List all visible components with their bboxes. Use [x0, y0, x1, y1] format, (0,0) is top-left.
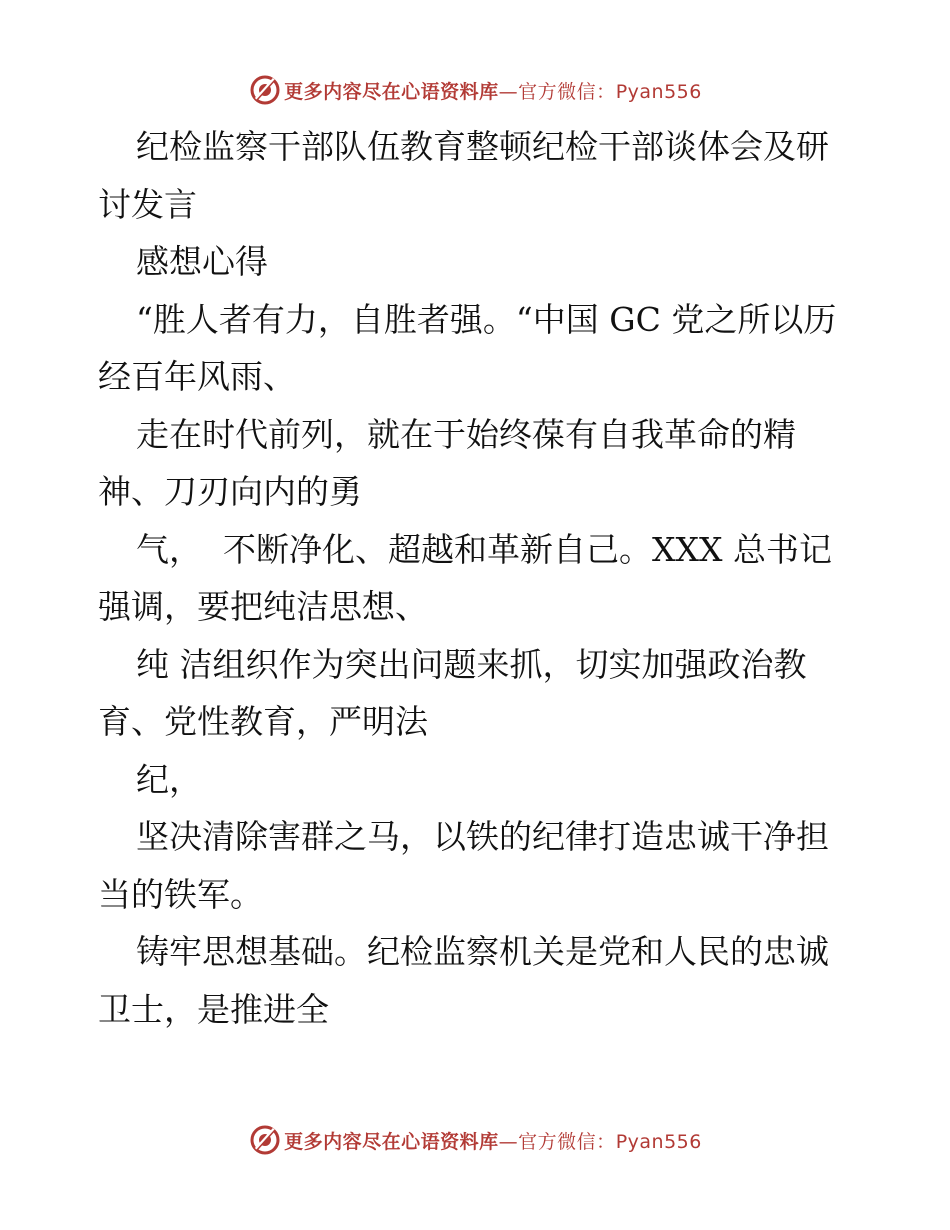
- header-banner-text: [284, 77, 702, 104]
- banner-dash: —: [498, 80, 519, 103]
- banner-wechat-label: 官方微信：: [518, 1130, 616, 1153]
- banner-wechat-id: Pyan556: [615, 80, 702, 103]
- paragraph: 坚决清除害群之马，以铁的纪律打造忠诚干净担当的铁军。: [98, 817, 829, 914]
- footer-banner: [0, 1120, 950, 1160]
- paragraph: “胜人者有力，自胜者强。“中国 GC 党之所以历经百年风雨、: [98, 299, 837, 396]
- brand-logo-icon: [248, 1123, 282, 1157]
- banner-wechat-id: Pyan556: [615, 1130, 702, 1153]
- paragraph: 气， 不断净化、超越和革新自己。XXX 总书记强调，要把纯洁思想、: [98, 529, 832, 626]
- footer-banner-text: [284, 1127, 702, 1154]
- banner-brand: 更多内容尽在心语资料库: [284, 1130, 499, 1153]
- paragraph: 纯 洁组织作为突出问题来抓，切实加强政治教育、党性教育，严明法: [98, 644, 807, 741]
- header-banner: [0, 70, 950, 110]
- document-title: 纪检监察干部队伍教育整顿纪检干部谈体会及研讨发言: [98, 127, 829, 224]
- paragraph: 纪，: [136, 759, 202, 799]
- banner-wechat-label: 官方微信：: [518, 80, 616, 103]
- banner-dash: —: [498, 1130, 519, 1153]
- document-body: [98, 118, 858, 1038]
- banner-brand: 更多内容尽在心语资料库: [284, 80, 499, 103]
- brand-logo-icon: [248, 73, 282, 107]
- paragraph: 铸牢思想基础。纪检监察机关是党和人民的忠诚卫士，是推进全: [98, 932, 829, 1029]
- paragraph: 走在时代前列，就在于始终葆有自我革命的精神、刀刃向内的勇: [98, 414, 796, 511]
- paragraph: 感想心得: [136, 242, 268, 281]
